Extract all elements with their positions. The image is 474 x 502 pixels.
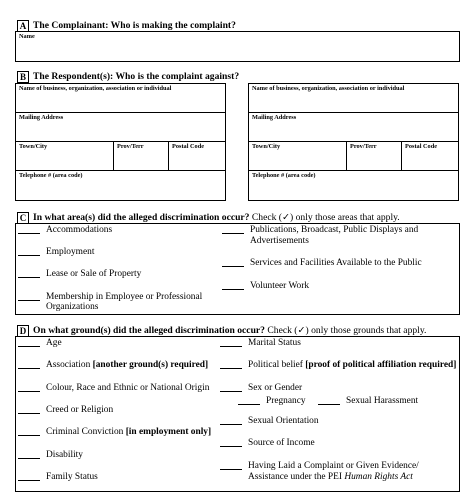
section-d-heading (17, 325, 426, 337)
respondent-1-business-field[interactable] (15, 83, 226, 113)
checkbox-line[interactable] (18, 434, 40, 436)
complainant-name-field[interactable] (15, 31, 460, 62)
checkbox-line[interactable] (220, 445, 242, 447)
telephone-label: Telephone # (area code) (252, 172, 316, 179)
section-b-heading (17, 71, 239, 83)
checkbox-line[interactable] (18, 276, 40, 278)
area-volunteer[interactable] (222, 281, 458, 293)
respondent-2-mailing-field[interactable] (248, 112, 459, 142)
ground-label: Having Laid a Complaint or Given Evidence/ (248, 461, 419, 471)
ground-label: Sex or Gender (248, 383, 303, 393)
ground-label: Family Status (46, 472, 98, 482)
checkbox-line[interactable] (220, 468, 242, 470)
ground-pregnancy[interactable] (238, 396, 322, 408)
ground-family[interactable] (18, 472, 228, 484)
checkbox-line[interactable] (222, 265, 244, 267)
name-label: Name (19, 33, 35, 40)
checkbox-line[interactable] (222, 232, 244, 234)
ground-label: Disability (46, 450, 83, 460)
ground-income[interactable] (220, 438, 458, 450)
section-d-instruction: Check (✓) only those grounds that apply. (267, 325, 427, 336)
checkbox-line[interactable] (18, 390, 40, 392)
respondent-1-block (15, 83, 226, 202)
section-d-letter: D (17, 325, 29, 337)
ground-disability[interactable] (18, 450, 228, 462)
ground-label: Creed or Religion (46, 405, 114, 415)
checkbox-line[interactable] (18, 232, 40, 234)
area-label: Employment (46, 247, 95, 257)
respondent-2-business-field[interactable] (248, 83, 459, 113)
section-b-letter: B (17, 71, 29, 83)
respondent-2-postal-field[interactable] (401, 141, 459, 171)
act-name: Human Rights Act (344, 472, 413, 482)
business-label: Name of business, organization, association or individual (252, 85, 405, 92)
ground-creed[interactable] (18, 405, 228, 417)
area-label: Publications, Broadcast, Public Displays and (250, 225, 419, 235)
area-membership[interactable] (18, 292, 238, 314)
section-c-letter: C (17, 212, 29, 224)
checkbox-line[interactable] (220, 345, 242, 347)
ground-orientation[interactable] (220, 416, 458, 428)
town-label: Town/City (19, 143, 48, 150)
ground-note: [proof of political affiliation required] (305, 360, 457, 370)
section-a-title: The Complainant: Who is making the complaint? (33, 20, 236, 31)
ground-label: Source of Income (248, 438, 315, 448)
section-c-heading (17, 212, 400, 224)
mailing-label: Mailing Address (252, 114, 297, 121)
ground-having-laid-complaint[interactable] (220, 461, 458, 485)
ground-label: Criminal Conviction (46, 427, 126, 437)
section-b-title: The Respondent(s): Who is the complaint against? (33, 71, 240, 82)
checkbox-line[interactable] (18, 299, 40, 301)
prov-label: Prov/Terr (350, 143, 377, 150)
area-label: Lease or Sale of Property (46, 269, 142, 279)
respondent-1-mailing-field[interactable] (15, 112, 226, 142)
checkbox-line[interactable] (18, 367, 40, 369)
ground-sexual-harassment[interactable] (318, 396, 448, 408)
ground-label-cont: Assistance under the PEI (248, 472, 345, 482)
ground-label: Political belief (248, 360, 306, 370)
ground-criminal[interactable] (18, 427, 228, 439)
ground-colour-race[interactable] (18, 383, 228, 395)
respondent-1-town-field[interactable] (15, 141, 114, 171)
checkbox-line[interactable] (238, 403, 260, 405)
checkbox-line[interactable] (220, 367, 242, 369)
ground-label: Sexual Harassment (346, 396, 419, 406)
mailing-label: Mailing Address (19, 114, 64, 121)
checkbox-line[interactable] (18, 457, 40, 459)
ground-sex-gender[interactable] (220, 383, 458, 395)
telephone-label: Telephone # (area code) (19, 172, 83, 179)
area-accommodations[interactable] (18, 225, 238, 237)
checkbox-line[interactable] (318, 403, 340, 405)
respondent-1-postal-field[interactable] (168, 141, 226, 171)
checkbox-line[interactable] (18, 412, 40, 414)
section-c-title: In what area(s) did the alleged discrimination occur? (33, 212, 250, 223)
ground-note: [another ground(s) required] (92, 360, 209, 370)
ground-political[interactable] (220, 360, 458, 372)
business-label: Name of business, organization, association or individual (19, 85, 172, 92)
ground-label: Colour, Race and Ethnic or National Origin (46, 383, 210, 393)
area-label-cont: Advertisements (250, 236, 309, 246)
postal-label: Postal Code (405, 143, 438, 150)
checkbox-line[interactable] (220, 390, 242, 392)
prov-label: Prov/Terr (117, 143, 144, 150)
area-label: Services and Facilities Available to the Public (250, 258, 422, 268)
ground-label: Age (46, 338, 62, 348)
checkbox-line[interactable] (222, 288, 244, 290)
area-label-cont: Organizations (46, 302, 99, 312)
area-services[interactable] (222, 258, 458, 270)
area-label: Membership in Employee or Professional (46, 292, 203, 302)
ground-association[interactable] (18, 360, 228, 372)
respondent-1-telephone-field[interactable] (15, 170, 226, 201)
checkbox-line[interactable] (220, 423, 242, 425)
ground-label: Sexual Orientation (248, 416, 319, 426)
respondent-1-prov-field[interactable] (113, 141, 169, 171)
checkbox-line[interactable] (18, 479, 40, 481)
area-employment[interactable] (18, 247, 238, 259)
section-a-letter: A (17, 20, 29, 32)
ground-label: Association (46, 360, 93, 370)
ground-age[interactable] (18, 338, 228, 350)
area-label: Accommodations (46, 225, 113, 235)
ground-note: [in employment only] (125, 427, 212, 437)
respondent-2-town-field[interactable] (248, 141, 347, 171)
respondent-2-prov-field[interactable] (346, 141, 402, 171)
ground-label: Marital Status (248, 338, 301, 348)
section-d-title: On what ground(s) did the alleged discrimination occur? (33, 325, 265, 336)
respondent-2-block (248, 83, 459, 202)
area-label: Volunteer Work (250, 281, 310, 291)
town-label: Town/City (252, 143, 281, 150)
section-c-instruction: Check (✓) only those areas that apply. (251, 212, 400, 223)
area-lease-sale[interactable] (18, 269, 238, 281)
ground-marital[interactable] (220, 338, 458, 350)
postal-label: Postal Code (172, 143, 205, 150)
checkbox-line[interactable] (18, 254, 40, 256)
checkbox-line[interactable] (18, 345, 40, 347)
ground-label: Pregnancy (266, 396, 306, 406)
respondent-2-telephone-field[interactable] (248, 170, 459, 201)
area-publications[interactable] (222, 225, 458, 247)
